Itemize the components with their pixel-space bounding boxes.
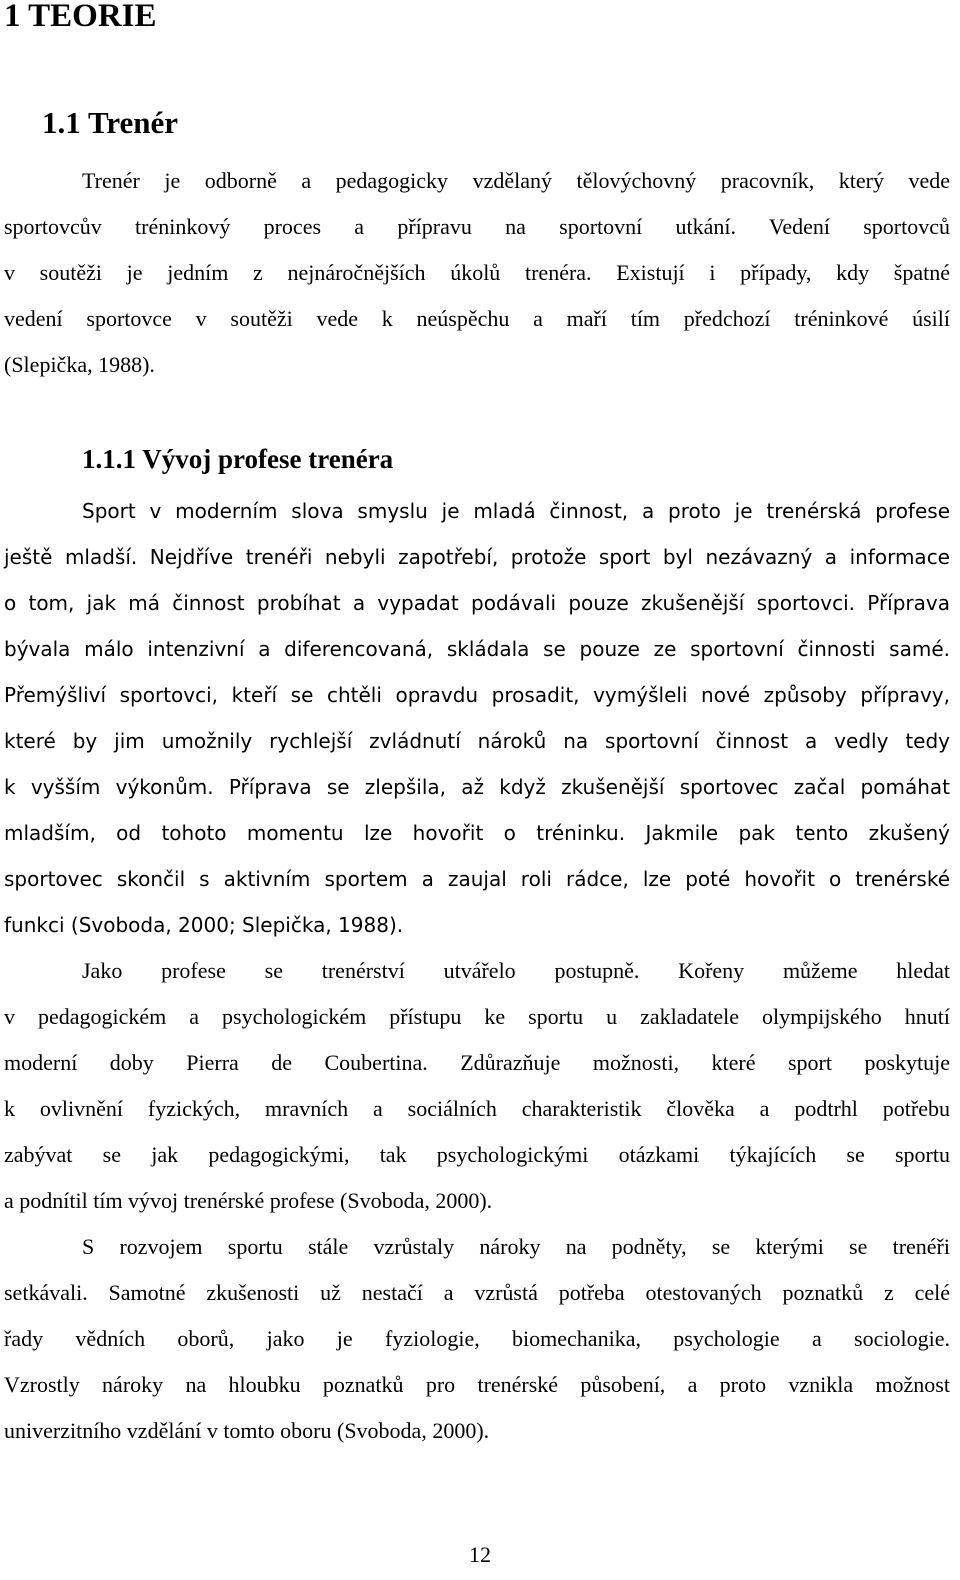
paragraph-line: které by jim umožnily rychlejší zvládnutí nároků na sportovní činnost a vedly tedy bbox=[4, 729, 950, 753]
paragraph-line: Vzrostly nároky na hloubku poznatků pro trenérské působení, a proto vznikla možnost bbox=[4, 1372, 950, 1397]
paragraph-line: o tom, jak má činnost probíhat a vypadat podávali pouze zkušenější sportovci. Příprava bbox=[4, 591, 950, 615]
paragraph-university-education bbox=[0, 1224, 960, 1454]
section-heading: 1.1 Trenér bbox=[42, 105, 179, 140]
paragraph-line: Přemýšliví sportovci, kteří se chtěli opravdu prosadit, vymýšleli nové způsoby přípravy, bbox=[4, 683, 950, 707]
paragraph-profession-history bbox=[0, 488, 960, 948]
paragraph-line: bývala málo intenzivní a diferencovaná, skládala se pouze ze sportovní činnosti samé. bbox=[4, 637, 950, 661]
paragraph-line: Jako profese se trenérství utvářelo postupně. Kořeny můžeme hledat bbox=[82, 958, 950, 983]
paragraph-trener-definition bbox=[0, 158, 960, 388]
paragraph-line: univerzitního vzdělání v tomto oboru (Svoboda, 2000). bbox=[4, 1418, 490, 1443]
paragraph-coubertin bbox=[0, 948, 960, 1224]
paragraph-line: a podnítil tím vývoj trenérské profese (Svoboda, 2000). bbox=[4, 1188, 493, 1213]
paragraph-line: moderní doby Pierra de Coubertina. Zdůrazňuje možnosti, které sport poskytuje bbox=[4, 1050, 950, 1075]
paragraph-line: (Slepička, 1988). bbox=[4, 352, 155, 377]
subsection-heading: 1.1.1 Vývoj profese trenéra bbox=[82, 444, 394, 474]
paragraph-line: setkávali. Samotné zkušenosti už nestačí a vzrůstá potřeba otestovaných poznatků z celé bbox=[4, 1280, 950, 1305]
paragraph-line: řady vědních oborů, jako je fyziologie, biomechanika, psychologie a sociologie. bbox=[4, 1326, 950, 1351]
paragraph-line: vedení sportovce v soutěži vede k neúspěchu a maří tím předchozí tréninkové úsilí bbox=[4, 306, 950, 331]
page-number: 12 bbox=[469, 1542, 491, 1567]
paragraph-line: zabývat se jak pedagogickými, tak psychologickými otázkami týkajících se sportu bbox=[4, 1142, 950, 1167]
paragraph-line: sportovec skončil s aktivním sportem a zaujal roli rádce, lze poté hovořit o trenérské bbox=[4, 867, 950, 891]
paragraph-line: k vyšším výkonům. Příprava se zlepšila, až když zkušenější sportovec začal pomáhat bbox=[4, 775, 950, 799]
paragraph-line: v soutěži je jedním z nejnáročnějších úkolů trenéra. Existují i případy, kdy špatné bbox=[4, 260, 950, 285]
paragraph-line: ještě mladší. Nejdříve trenéři nebyli zapotřebí, protože sport byl nezávazný a informace bbox=[4, 545, 950, 569]
paragraph-line: Trenér je odborně a pedagogicky vzdělaný tělovýchovný pracovník, který vede bbox=[82, 168, 950, 193]
paragraph-line: mladším, od tohoto momentu lze hovořit o tréninku. Jakmile pak tento zkušený bbox=[4, 821, 950, 845]
paragraph-line: sportovcův tréninkový proces a přípravu na sportovní utkání. Vedení sportovců bbox=[4, 214, 950, 239]
paragraph-line: funkci (Svoboda, 2000; Slepička, 1988). bbox=[4, 913, 404, 937]
paragraph-line: S rozvojem sportu stále vzrůstaly nároky na podněty, se kterými se trenéři bbox=[82, 1234, 950, 1259]
paragraph-line: v pedagogickém a psychologickém přístupu ke sportu u zakladatele olympijského hnutí bbox=[4, 1004, 950, 1029]
chapter-heading: 1 TEORIE bbox=[4, 0, 157, 34]
paragraph-line: Sport v moderním slova smyslu je mladá činnost, a proto je trenérská profese bbox=[82, 499, 950, 523]
paragraph-line: k ovlivnění fyzických, mravních a sociálních charakteristik člověka a podtrhl potřebu bbox=[4, 1096, 950, 1121]
